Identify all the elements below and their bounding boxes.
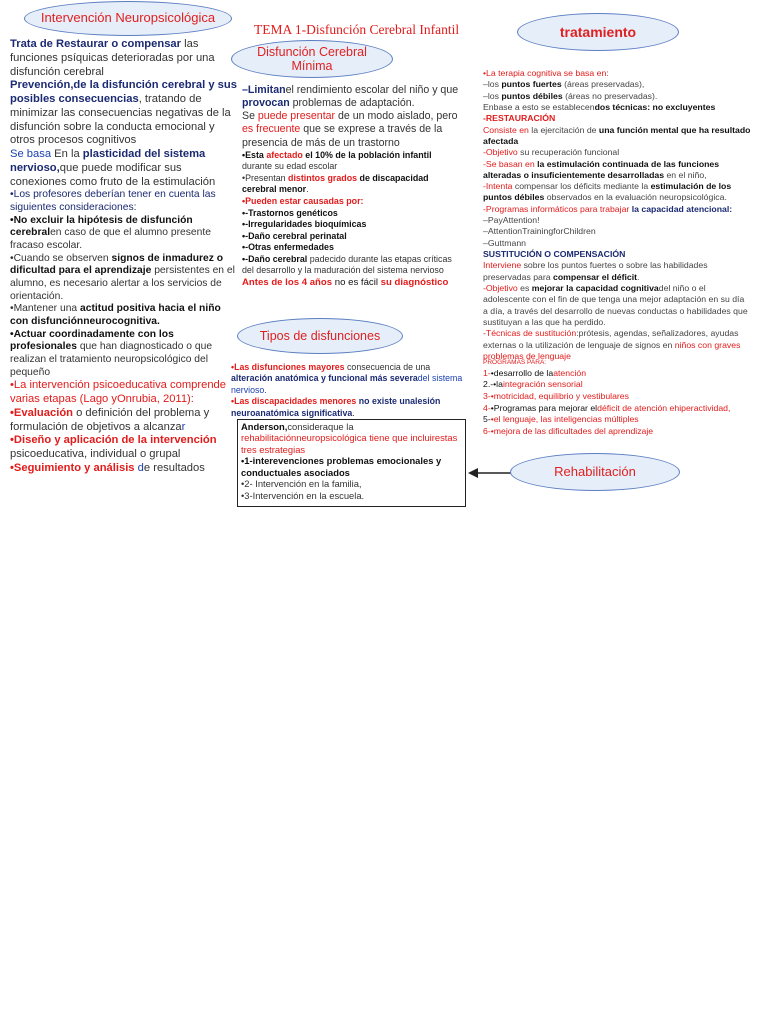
c1-paragraph-11 <box>10 434 238 462</box>
c3-c9d: observados en la evaluación neuropsicológica. <box>544 192 727 203</box>
c2-p4b: distintos grados <box>288 172 358 183</box>
c2-p2c: de un modo aislado, pero <box>335 110 458 123</box>
c2-p11c: su diagnóstico <box>380 276 449 288</box>
c2-paragraph-2 <box>242 110 464 149</box>
tipos-t2c: lesión neuroanatómica significativa <box>231 396 441 418</box>
prog-g1c: atención <box>553 367 587 378</box>
c1-l10c: r <box>181 420 186 433</box>
c1-l3c: plasticidad del sistema nervioso, <box>10 148 206 174</box>
tipos-t2a: •Las discapacidades menores <box>231 396 357 407</box>
prog-g6a: 6- <box>483 426 491 437</box>
c2-p10b: padecido durante las etapas críticas del desarrollo y la maduración del sistema nervioso <box>242 253 452 276</box>
c1-l8b: que han diagnosticado o que realizan el tratamiento neuropsicológico del pequeño <box>10 341 213 378</box>
prog-g2a: 2.-•la <box>483 379 503 390</box>
c1-paragraph-12 <box>10 462 238 476</box>
c3-c17a: -Técnicas de sustitución <box>483 328 577 339</box>
pill-tipos-disfunciones <box>237 318 403 354</box>
pill-disfuncion-cerebral <box>231 40 393 78</box>
c1-paragraph-10 <box>10 407 238 435</box>
c3-c10a: -Programas informáticos para trabajar <box>483 203 630 214</box>
c2-paragraph-10 <box>242 254 464 277</box>
programas-title: PROGRAMAS PARA: <box>483 359 547 366</box>
c3-c16d: del niño o el adolescente con el fin de que tenga una mejor adaptación en su día a día, a través del desarrollo de nuevas conductas o habilidades que sustituyan a las que ha perdido. <box>483 282 748 327</box>
c3-line-6 <box>483 125 751 148</box>
c1-l12c: e resultados <box>143 461 205 474</box>
c3-c6a: Consiste en <box>483 124 529 135</box>
c3-c7a: -Objetivo <box>483 147 518 158</box>
anderson-a3: •2- Intervención en la familia, <box>241 478 362 490</box>
tema-title: TEMA 1-Disfunción Cerebral Infantil <box>254 22 460 37</box>
programa-item-6 <box>483 426 753 438</box>
c1-l6c: persistentes en el alumno, es necesario alertar a los servicios de orientación. <box>10 265 235 302</box>
c3-c16b: es <box>517 282 532 293</box>
c2-p3d: durante su edad escolar <box>242 161 338 172</box>
c1-l8a: •Actuar coordinadamente con los profesionales <box>10 328 174 353</box>
c1-paragraph-8 <box>10 329 238 380</box>
c1-l11b: psicoeducativa, individual o grupal <box>10 448 181 461</box>
c1-l3a: Se basa <box>10 148 55 161</box>
c3-c9b: compensar los déficits mediante la <box>512 181 651 192</box>
c1-l5a: •No excluir la hipótesis de disfunción cerebral <box>10 214 193 239</box>
column-tratamiento <box>483 68 751 362</box>
c3-line-9 <box>483 181 751 204</box>
c3-c16a: -Objetivo <box>483 282 518 293</box>
tipos-text <box>231 362 463 419</box>
c2-p4a: •Presentan <box>242 172 289 183</box>
c3-c6b: la ejercitación de <box>528 124 599 135</box>
c2-p3a: •Esta <box>242 149 267 160</box>
c2-p7: •-Irregularidades bioquímicas <box>242 219 367 230</box>
c2-p9: •-Otras enfermedades <box>242 242 334 253</box>
c3-c12: –AttentionTrainingforChildren <box>483 226 596 237</box>
c3-c17c: niños con graves problemas de lenguaje <box>483 339 741 361</box>
c2-p4d: . <box>306 184 309 195</box>
prog-g1b: •desarrollo de la <box>490 367 554 378</box>
tipos-t1c: alteración anatómica y funcional más severa <box>231 373 418 384</box>
c3-c9a: -Intenta <box>483 181 513 192</box>
tipos-line-1 <box>231 362 463 396</box>
pill-tratamiento-label: tratamiento <box>559 23 637 40</box>
c3-c10b: la capacidad atencional: <box>629 203 733 214</box>
pill-intervencion-label: Intervención Neuropsicológica <box>40 10 216 26</box>
c2-p2e: que se exprese a través de la presencia de más de un trastorno <box>242 123 443 149</box>
prog-g3b: •motricidad, equilibrio y vestibulares <box>490 391 629 402</box>
c2-p2d: es frecuente <box>242 123 301 136</box>
pill-rehabilitacion <box>510 453 680 491</box>
c3-c15c: compensar el déficit <box>553 271 638 282</box>
c3-c8a: -Se basan en <box>483 158 535 169</box>
c1-paragraph-7 <box>10 303 238 328</box>
c3-c3b: puntos débiles <box>501 90 563 101</box>
c1-paragraph-2 <box>10 79 238 148</box>
c2-p6: •-Trastornos genéticos <box>242 207 338 218</box>
c1-l12b: d <box>134 461 144 474</box>
pill-tratamiento <box>517 13 679 51</box>
arrow-left-icon <box>468 466 512 480</box>
prog-g4a: 4- <box>483 402 491 413</box>
prog-g6b: •mejora de las dificultades del aprendizaje <box>490 426 654 437</box>
c3-line-8 <box>483 159 751 182</box>
c3-c6c: una función mental que ha resultado afectada <box>483 124 751 146</box>
c3-c15a: Interviene <box>483 260 522 271</box>
c1-paragraph-5 <box>10 215 238 253</box>
anderson-a2: •1-interevenciones problemas emocionales y conductuales asociados <box>241 455 442 478</box>
c2-p1c: provocan <box>242 97 290 110</box>
c1-l3d: que puede modificar sus conexiones como fruto de la estimulación <box>10 161 216 188</box>
programa-item-2 <box>483 379 753 391</box>
c1-l2b: de la disfunción cerebral y sus posibles consecuencias <box>10 79 237 106</box>
c1-l10a: •Evaluación <box>10 406 73 419</box>
column-intervencion <box>10 38 238 476</box>
c2-p3c: el 10% de la población infantil <box>302 149 432 160</box>
prog-g2b: integración sensorial <box>502 379 583 390</box>
tipos-t1a: •Las disfunciones mayores <box>231 362 345 372</box>
c2-p4c: de discapacidad cerebral menor <box>242 172 429 195</box>
c2-p11b: no es fácil <box>332 276 381 288</box>
prog-g5b: •el lenguaje, las inteligencias múltiples <box>490 414 639 425</box>
tipos-t2d: . <box>352 407 355 418</box>
c3-line-3 <box>483 91 751 102</box>
c2-paragraph-3 <box>242 150 464 173</box>
c3-c3c: (áreas no preservadas). <box>562 90 658 101</box>
prog-g1a: 1- <box>483 367 491 378</box>
c3-line-2 <box>483 79 751 90</box>
c3-c13: –Guttmann <box>483 237 526 248</box>
c3-c2b: puntos fuertes <box>501 79 562 90</box>
c1-l7b: actitud positiva hacia el niño con disfunciónneurocognitiva. <box>10 303 221 327</box>
c1-l3b: En la <box>54 148 83 161</box>
programa-item-5 <box>483 414 753 426</box>
tipos-line-2 <box>231 396 463 419</box>
c3-c2a: –los <box>483 79 502 90</box>
c1-l7a: •Mantener una <box>10 303 81 315</box>
anderson-a1b: consideraque la <box>287 421 354 432</box>
c1-l6b: signos de inmadurez o dificultad para el aprendizaje <box>10 252 224 277</box>
c1-paragraph-1 <box>10 38 238 79</box>
column-disfuncion <box>242 84 464 289</box>
tipos-t2b: no existe una <box>356 396 415 407</box>
programa-item-1 <box>483 368 753 380</box>
c3-c1: •La terapia cognitiva se basa en: <box>483 68 609 78</box>
c1-l11a: •Diseño y aplicación de la intervención <box>10 434 217 447</box>
c1-l12a: •Seguimiento y análisis <box>10 461 135 474</box>
c3-c8c: en el niño, <box>664 169 707 180</box>
c3-c2c: (áreas preservadas), <box>561 79 645 90</box>
c3-line-7 <box>483 147 751 158</box>
pill-disfuncion-label: Disfunción Cerebral Mínima <box>257 44 367 73</box>
c3-c3a: –los <box>483 90 502 101</box>
c2-paragraph-4 <box>242 173 464 196</box>
tipos-t1d: del sistema nervioso. <box>231 373 463 395</box>
c1-l4: •Los profesores deberían tener en cuenta las siguientes consideraciones: <box>10 189 216 214</box>
programa-item-3 <box>483 391 753 403</box>
c1-l1a: Trata de Restaurar o compensar <box>10 38 181 50</box>
anderson-line-1 <box>241 421 462 455</box>
c3-c7b: su recuperación funcional <box>517 147 620 158</box>
c3-line-4 <box>483 102 751 113</box>
c3-line-10 <box>483 204 751 215</box>
c3-line-17 <box>483 328 751 362</box>
c1-l9: •La intervención psicoeducativa comprende varias etapas (Lago yOnrubia, 2011): <box>10 379 226 406</box>
c1-l2c: , tratando de minimizar las consecuencias negativas de la disfunción sobre la conducta emocional y otros procesos cognitivos <box>10 93 231 147</box>
c2-p2b: puede presentar <box>257 110 336 123</box>
c2-p11a: Antes de los 4 años <box>242 276 333 288</box>
c2-p5: •Pueden estar causadas por: <box>242 195 364 206</box>
c3-line-15 <box>483 260 751 283</box>
c3-c4b: dos técnicas: no excluyentes <box>594 101 716 112</box>
pill-rehabilitacion-label: Rehabilitación <box>554 463 636 479</box>
c3-c15b: sobre los puntos fuertes o sobre las habilidades preservadas para <box>483 260 708 282</box>
prog-g4b: •Programas para mejorar el <box>490 402 598 413</box>
c1-l2a: Prevención, <box>10 79 74 92</box>
c1-l1b: las funciones psíquicas deterioradas por una disfunción cerebral <box>10 38 215 78</box>
c2-p1d: problemas de adaptación. <box>289 97 415 110</box>
c2-paragraph-11 <box>242 277 464 289</box>
anderson-a4: •3-Intervención en la escuela. <box>241 489 365 501</box>
c3-c8b: la estimulación continuada de las funciones alteradas o insuficientemente desarrolladas <box>483 158 720 180</box>
anderson-box <box>237 419 466 507</box>
c3-c11: –PayAttention! <box>483 215 540 226</box>
tipos-t1b: consecuencia de una <box>344 362 431 372</box>
c2-p2a: Se <box>242 110 258 123</box>
c3-line-16 <box>483 283 751 328</box>
c1-l5b: en caso de que el alumno presente fracaso escolar. <box>10 227 211 252</box>
c2-paragraph-1 <box>242 84 464 110</box>
c2-p1b: el rendimiento escolar del niño y que <box>285 84 459 96</box>
c2-p10a: •-Daño cerebral <box>242 253 308 264</box>
c3-c14: SUSTITUCIÓN O COMPENSACIÓN <box>483 249 626 259</box>
c1-paragraph-6 <box>10 253 238 304</box>
programa-item-4 <box>483 403 753 415</box>
anderson-a1a: Anderson, <box>241 421 288 432</box>
anderson-a1c: rehabilitaciónneuropsicológica tiene que incluirestas tres estrategias <box>241 432 458 455</box>
prog-g4c: déficit de atención ehiperactividad, <box>597 402 731 413</box>
c2-p3b: afectado <box>266 149 303 160</box>
c3-c5: -RESTAURACIÓN <box>483 113 556 124</box>
pill-tipos-label: Tipos de disfunciones <box>259 328 381 343</box>
c3-c9c: estimulación de los puntos débiles <box>483 181 732 203</box>
c3-c16c: mejorar la capacidad cognitiva <box>531 282 659 293</box>
c2-p1a: –Limitan <box>242 84 286 96</box>
c3-c15d: . <box>637 271 640 282</box>
pill-intervencion-neuropsicologica <box>24 1 232 36</box>
c1-l10b: o definición del problema y formulación de objetivos a alcanza <box>10 406 210 433</box>
prog-g3a: 3- <box>483 391 491 402</box>
prog-g5a: 5- <box>483 414 491 425</box>
programas-list <box>483 359 753 438</box>
c2-p8: •-Daño cerebral perinatal <box>242 230 347 241</box>
c1-paragraph-3 <box>10 148 238 189</box>
c1-l6a: •Cuando se observen <box>10 252 112 264</box>
c3-c4a: Enbase a esto se establecen <box>483 101 595 112</box>
c3-c17b: :prótesis, agendas, señalizadores, ayudas externas o la utilización de lenguaje de signos en <box>483 328 739 350</box>
